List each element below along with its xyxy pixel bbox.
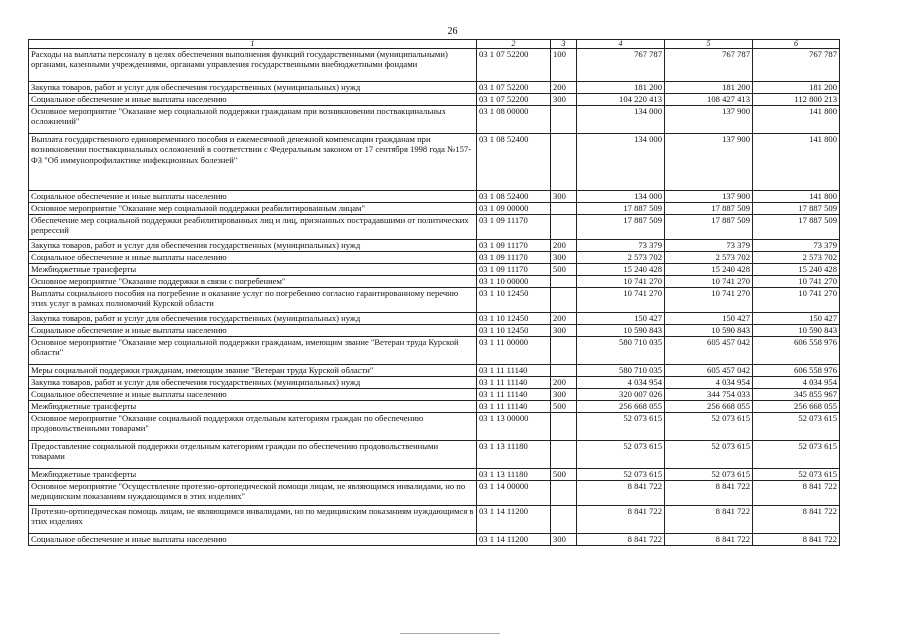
- amount-year-2: 15 240 428: [665, 264, 753, 276]
- amount-year-1: 73 379: [577, 240, 665, 252]
- row-name: Основное мероприятие "Оказание мер социальной поддержки реабилитированным лицам": [29, 203, 477, 215]
- target-article-code: 03 1 07 52200: [477, 82, 551, 94]
- expense-type-code: 200: [551, 82, 577, 94]
- target-article-code: 03 1 14 11200: [477, 506, 551, 534]
- expense-type-code: [551, 276, 577, 288]
- row-name: Закупка товаров, работ и услуг для обеспечения государственных (муниципальных) нужд: [29, 82, 477, 94]
- column-number: 5: [665, 40, 753, 49]
- expense-type-code: 500: [551, 401, 577, 413]
- target-article-code: 03 1 09 11170: [477, 252, 551, 264]
- row-name: Межбюджетные трансферты: [29, 264, 477, 276]
- expense-type-code: [551, 215, 577, 240]
- amount-year-3: 606 558 976: [753, 365, 840, 377]
- row-name: Основное мероприятие "Оказание поддержки в связи с погребением": [29, 276, 477, 288]
- page-number: 26: [447, 26, 458, 37]
- amount-year-1: 15 240 428: [577, 264, 665, 276]
- amount-year-3: 52 073 615: [753, 469, 840, 481]
- amount-year-2: 8 841 722: [665, 481, 753, 506]
- amount-year-3: 10 741 270: [753, 288, 840, 313]
- row-name: Социальное обеспечение и иные выплаты населению: [29, 94, 477, 106]
- row-name: Социальное обеспечение и иные выплаты населению: [29, 252, 477, 264]
- amount-year-2: 137 900: [665, 191, 753, 203]
- table-row: [29, 203, 840, 215]
- amount-year-1: 256 668 055: [577, 401, 665, 413]
- target-article-code: 03 1 11 11140: [477, 365, 551, 377]
- column-number: 2: [477, 40, 551, 49]
- table-row: [29, 337, 840, 365]
- amount-year-1: 52 073 615: [577, 413, 665, 441]
- expense-type-code: [551, 481, 577, 506]
- row-name: Межбюджетные трансферты: [29, 401, 477, 413]
- amount-year-3: 150 427: [753, 313, 840, 325]
- expense-type-code: 200: [551, 313, 577, 325]
- row-name: Социальное обеспечение и иные выплаты населению: [29, 325, 477, 337]
- row-name: Закупка товаров, работ и услуг для обеспечения государственных (муниципальных) нужд: [29, 313, 477, 325]
- row-name: Основное мероприятие "Осуществление протезно-ортопедической помощи лицам, не являющимся инвалидами, но по медицинским показаниям нуждающимся в этих изделиях": [29, 481, 477, 506]
- amount-year-1: 134 000: [577, 106, 665, 134]
- amount-year-2: 137 900: [665, 106, 753, 134]
- table-row: [29, 413, 840, 441]
- row-name: Основное мероприятие "Оказание мер социальной поддержки гражданам, имеющим звание "Ветеран труда Курской области": [29, 337, 477, 365]
- target-article-code: 03 1 09 11170: [477, 240, 551, 252]
- amount-year-3: 73 379: [753, 240, 840, 252]
- amount-year-2: 344 754 033: [665, 389, 753, 401]
- amount-year-2: 10 741 270: [665, 288, 753, 313]
- target-article-code: 03 1 11 11140: [477, 389, 551, 401]
- table-row: [29, 94, 840, 106]
- expense-type-code: 300: [551, 191, 577, 203]
- amount-year-3: 17 887 509: [753, 203, 840, 215]
- table-row: [29, 506, 840, 534]
- amount-year-2: 10 741 270: [665, 276, 753, 288]
- target-article-code: 03 1 14 11200: [477, 534, 551, 546]
- amount-year-1: 8 841 722: [577, 534, 665, 546]
- table-row: [29, 389, 840, 401]
- target-article-code: 03 1 10 12450: [477, 325, 551, 337]
- amount-year-3: 52 073 615: [753, 413, 840, 441]
- amount-year-2: 52 073 615: [665, 441, 753, 469]
- amount-year-1: 767 787: [577, 49, 665, 82]
- amount-year-1: 134 000: [577, 134, 665, 191]
- table-row: [29, 191, 840, 203]
- amount-year-3: 52 073 615: [753, 441, 840, 469]
- expense-type-code: 500: [551, 264, 577, 276]
- amount-year-1: 10 741 270: [577, 288, 665, 313]
- row-name: Предоставление социальной поддержки отдельным категориям граждан по обеспечению продовольственными товарами: [29, 441, 477, 469]
- amount-year-3: 141 800: [753, 106, 840, 134]
- target-article-code: 03 1 11 11140: [477, 401, 551, 413]
- table-row: [29, 276, 840, 288]
- amount-year-1: 181 200: [577, 82, 665, 94]
- amount-year-3: 141 800: [753, 134, 840, 191]
- expense-type-code: [551, 203, 577, 215]
- target-article-code: 03 1 08 00000: [477, 106, 551, 134]
- amount-year-2: 108 427 413: [665, 94, 753, 106]
- row-name: Социальное обеспечение и иные выплаты населению: [29, 191, 477, 203]
- expense-type-code: 200: [551, 240, 577, 252]
- column-number: 1: [29, 40, 477, 49]
- amount-year-1: 8 841 722: [577, 506, 665, 534]
- amount-year-2: 52 073 615: [665, 469, 753, 481]
- expense-type-code: 300: [551, 389, 577, 401]
- amount-year-2: 767 787: [665, 49, 753, 82]
- amount-year-2: 150 427: [665, 313, 753, 325]
- amount-year-3: 10 741 270: [753, 276, 840, 288]
- row-name: Основное мероприятие "Оказание социальной поддержки отдельным категориям граждан по обеспечению продовольственными товарами": [29, 413, 477, 441]
- expense-type-code: [551, 413, 577, 441]
- amount-year-3: 8 841 722: [753, 534, 840, 546]
- row-name: Меры социальной поддержки гражданам, имеющим звание "Ветеран труда Курской области": [29, 365, 477, 377]
- amount-year-1: 52 073 615: [577, 441, 665, 469]
- amount-year-1: 17 887 509: [577, 203, 665, 215]
- amount-year-1: 2 573 702: [577, 252, 665, 264]
- table-row: [29, 365, 840, 377]
- amount-year-2: 2 573 702: [665, 252, 753, 264]
- amount-year-1: 10 590 843: [577, 325, 665, 337]
- table-row: [29, 469, 840, 481]
- amount-year-2: 8 841 722: [665, 534, 753, 546]
- scan-artifact-line: [400, 633, 500, 634]
- amount-year-2: 8 841 722: [665, 506, 753, 534]
- table-row: [29, 106, 840, 134]
- row-name: Социальное обеспечение и иные выплаты населению: [29, 534, 477, 546]
- amount-year-1: 580 710 035: [577, 337, 665, 365]
- target-article-code: 03 1 07 52200: [477, 49, 551, 82]
- expense-type-code: 300: [551, 252, 577, 264]
- amount-year-3: 17 887 509: [753, 215, 840, 240]
- amount-year-3: 4 034 954: [753, 377, 840, 389]
- table-row: [29, 134, 840, 191]
- table-row: [29, 313, 840, 325]
- table-row: [29, 82, 840, 94]
- target-article-code: 03 1 11 11140: [477, 377, 551, 389]
- target-article-code: 03 1 14 00000: [477, 481, 551, 506]
- expense-type-code: [551, 441, 577, 469]
- row-name: Выплата государственного единовременного пособия и ежемесячной денежной компенсации гражданам при возникновении поствакцинальных осложнений в соответствии с Федеральным законом от 17 сентября 1998 года №157-ФЗ "Об иммунопрофилактике инфекционных болезней": [29, 134, 477, 191]
- amount-year-1: 580 710 035: [577, 365, 665, 377]
- expense-type-code: [551, 106, 577, 134]
- amount-year-2: 52 073 615: [665, 413, 753, 441]
- target-article-code: 03 1 09 00000: [477, 203, 551, 215]
- target-article-code: 03 1 09 11170: [477, 264, 551, 276]
- budget-table: [28, 39, 840, 546]
- amount-year-3: 15 240 428: [753, 264, 840, 276]
- target-article-code: 03 1 10 00000: [477, 276, 551, 288]
- table-row: [29, 240, 840, 252]
- expense-type-code: [551, 365, 577, 377]
- table-row: [29, 534, 840, 546]
- table-row: [29, 215, 840, 240]
- expense-type-code: 300: [551, 534, 577, 546]
- target-article-code: 03 1 09 11170: [477, 215, 551, 240]
- amount-year-3: 767 787: [753, 49, 840, 82]
- table-row: [29, 481, 840, 506]
- table-row: [29, 288, 840, 313]
- target-article-code: 03 1 13 11180: [477, 441, 551, 469]
- row-name: Основное мероприятие "Оказание мер социальной поддержки гражданам при возникновении поствакцинальных осложнений": [29, 106, 477, 134]
- amount-year-2: 181 200: [665, 82, 753, 94]
- target-article-code: 03 1 11 00000: [477, 337, 551, 365]
- table-row: [29, 441, 840, 469]
- target-article-code: 03 1 08 52400: [477, 134, 551, 191]
- target-article-code: 03 1 13 00000: [477, 413, 551, 441]
- amount-year-3: 10 590 843: [753, 325, 840, 337]
- amount-year-1: 10 741 270: [577, 276, 665, 288]
- row-name: Выплаты социального пособия на погребение и оказание услуг по погребению согласно гарантированному перечню этих услуг в рамках полномочий Курской области: [29, 288, 477, 313]
- table-row: [29, 49, 840, 82]
- amount-year-1: 52 073 615: [577, 469, 665, 481]
- amount-year-2: 137 900: [665, 134, 753, 191]
- amount-year-2: 605 457 042: [665, 337, 753, 365]
- amount-year-3: 606 558 976: [753, 337, 840, 365]
- target-article-code: 03 1 08 52400: [477, 191, 551, 203]
- amount-year-1: 4 034 954: [577, 377, 665, 389]
- amount-year-3: 112 800 213: [753, 94, 840, 106]
- target-article-code: 03 1 07 52200: [477, 94, 551, 106]
- row-name: Протезно-ортопедическая помощь лицам, не являющимся инвалидами, но по медицинским показаниям нуждающимся в этих изделиях: [29, 506, 477, 534]
- amount-year-1: 17 887 509: [577, 215, 665, 240]
- amount-year-2: 605 457 042: [665, 365, 753, 377]
- amount-year-3: 141 800: [753, 191, 840, 203]
- row-name: Межбюджетные трансферты: [29, 469, 477, 481]
- column-number: 4: [577, 40, 665, 49]
- column-number-row: [29, 40, 840, 49]
- amount-year-1: 150 427: [577, 313, 665, 325]
- amount-year-3: 8 841 722: [753, 506, 840, 534]
- amount-year-1: 104 220 413: [577, 94, 665, 106]
- amount-year-1: 8 841 722: [577, 481, 665, 506]
- table-row: [29, 401, 840, 413]
- amount-year-3: 181 200: [753, 82, 840, 94]
- amount-year-2: 4 034 954: [665, 377, 753, 389]
- amount-year-2: 73 379: [665, 240, 753, 252]
- amount-year-1: 134 000: [577, 191, 665, 203]
- amount-year-2: 17 887 509: [665, 203, 753, 215]
- column-number: 6: [753, 40, 840, 49]
- target-article-code: 03 1 10 12450: [477, 288, 551, 313]
- row-name: Обеспечение мер социальной поддержки реабилитированных лиц и лиц, признанных пострадавшими от политических репрессий: [29, 215, 477, 240]
- target-article-code: 03 1 13 11180: [477, 469, 551, 481]
- amount-year-2: 256 668 055: [665, 401, 753, 413]
- target-article-code: 03 1 10 12450: [477, 313, 551, 325]
- expense-type-code: [551, 506, 577, 534]
- amount-year-3: 2 573 702: [753, 252, 840, 264]
- expense-type-code: [551, 288, 577, 313]
- expense-type-code: 200: [551, 377, 577, 389]
- amount-year-3: 256 668 055: [753, 401, 840, 413]
- row-name: Расходы на выплаты персоналу в целях обеспечения выполнения функций государственными (муниципальными) органами, казенными учреждениями, органами управления государственными внебюджетными фондами: [29, 49, 477, 82]
- table-row: [29, 252, 840, 264]
- expense-type-code: 500: [551, 469, 577, 481]
- expense-type-code: 100: [551, 49, 577, 82]
- row-name: Закупка товаров, работ и услуг для обеспечения государственных (муниципальных) нужд: [29, 240, 477, 252]
- expense-type-code: [551, 337, 577, 365]
- row-name: Закупка товаров, работ и услуг для обеспечения государственных (муниципальных) нужд: [29, 377, 477, 389]
- column-number: 3: [551, 40, 577, 49]
- table-row: [29, 325, 840, 337]
- amount-year-2: 10 590 843: [665, 325, 753, 337]
- row-name: Социальное обеспечение и иные выплаты населению: [29, 389, 477, 401]
- expense-type-code: [551, 134, 577, 191]
- amount-year-2: 17 887 509: [665, 215, 753, 240]
- expense-type-code: 300: [551, 94, 577, 106]
- amount-year-3: 8 841 722: [753, 481, 840, 506]
- table-row: [29, 264, 840, 276]
- expense-type-code: 300: [551, 325, 577, 337]
- amount-year-1: 320 007 026: [577, 389, 665, 401]
- table-row: [29, 377, 840, 389]
- amount-year-3: 345 855 967: [753, 389, 840, 401]
